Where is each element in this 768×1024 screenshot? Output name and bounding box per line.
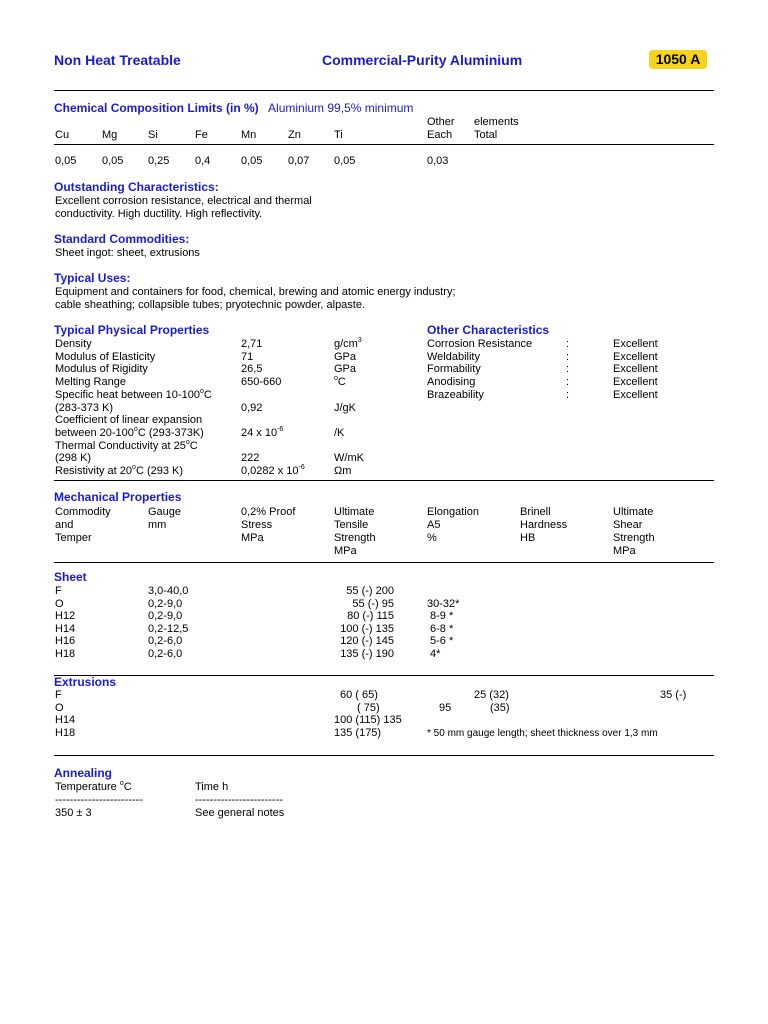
property-label-tail: C [203,389,212,401]
degree-symbol: o [199,388,204,395]
property-label-tail: C [189,440,198,452]
gauge-footnote: * 50 mm gauge length; sheet thickness over 1,3 mm [427,728,658,739]
mechanical-header: Ultimate [613,506,654,518]
extrusion-temper: O [55,702,64,714]
extrusion-hardness: 25 (32) [474,689,509,701]
mechanical-header: Hardness [520,519,568,531]
mechanical-header: Elongation [427,506,479,518]
characteristic-value: Excellent [613,389,658,401]
alloy-name: Commercial-Purity Aluminium [322,52,523,68]
uses-line: Equipment and containers for food, chemical, brewing and atomic energy industry; [55,286,456,298]
characteristic-label: Anodising [427,376,476,388]
mechanical-header: HB [520,532,536,544]
sheet-tensile: 135 (-) 190 [340,648,394,660]
physical-property-label [55,414,202,427]
mechanical-header: MPa [241,532,264,544]
mechanical-header: Gauge [148,506,182,518]
degree-symbol: o [185,439,190,446]
property-label-text: Density [55,338,92,350]
outstanding-title: Outstanding Characteristics: [54,180,219,194]
sheet-temper: O [55,598,64,610]
sheet-elongation: 6-8 * [430,623,454,635]
mechanical-header: 0,2% Proof [241,506,296,518]
sheet-elongation: 4* [430,648,441,660]
physical-property-value [241,427,283,440]
extrusion-tensile: 100 (115) 135 [334,714,402,726]
composition-value: 0,05 [55,155,77,167]
characteristic-separator: : [566,389,570,401]
commodities-line: Sheet ingot: sheet, extrusions [55,247,200,259]
annealing-dashes: ------------------------ [55,794,143,806]
mechanical-header: Strength [613,532,655,544]
physical-property-value [241,402,262,415]
property-label-text: (298 K) [55,452,92,464]
sheet-gauge: 0,2-6,0 [148,635,183,647]
sheet-tensile: 55 (-) 95 [352,598,394,610]
mechanical-header: Tensile [334,519,369,531]
sheet-tensile: 120 (-) 145 [340,635,394,647]
annealing-time-value: See general notes [195,807,285,819]
mechanical-header: mm [148,519,167,531]
physical-property-label [55,338,92,351]
composition-col-header: Total [474,129,498,141]
composition-col-header: Cu [55,129,70,141]
property-unit-text: Ωm [334,465,352,477]
extrusion-temper: H14 [55,714,76,726]
physical-property-label [55,376,126,389]
composition-value: 0,05 [241,155,263,167]
characteristic-value: Excellent [613,363,658,375]
annealing-temp-unit: C [123,781,132,793]
composition-value: 0,4 [195,155,211,167]
sheet-temper: H14 [55,623,76,635]
mechanical-header: Stress [241,519,273,531]
characteristic-value: Excellent [613,351,658,363]
sheet-gauge: 0,2-9,0 [148,598,183,610]
property-label-text: Resistivity at 20 [55,465,133,477]
sheet-gauge: 0,2-6,0 [148,648,183,660]
property-label-text: between 20-100 [55,427,134,439]
characteristic-separator: : [566,351,570,363]
physical-property-value [241,376,281,389]
extrusions-title: Extrusions [54,675,117,689]
annealing-title: Annealing [54,766,113,780]
property-label-text: Specific heat between 10-100 [55,389,200,401]
composition-title: Chemical Composition Limits (in %) [54,101,259,115]
composition-col-header: Si [148,129,158,141]
annealing-temp-label: Temperature [55,781,120,793]
other-chars-title: Other Characteristics [427,323,550,337]
property-label-tail: C (293-373K) [137,427,204,439]
exponent: 3 [357,337,362,344]
physical-property-label [55,465,183,478]
sheet-tensile: 100 (-) 135 [340,623,394,635]
property-value-text: 0,92 [241,402,263,414]
composition-col-header: Fe [195,129,208,141]
sheet-gauge: 3,0-40,0 [148,585,189,597]
composition-value: 0,07 [288,155,310,167]
mechanical-header: A5 [427,519,441,531]
outstanding-line: Excellent corrosion resistance, electrical and thermal [55,195,312,207]
alloy-category: Non Heat Treatable [54,52,181,68]
mechanical-divider [54,562,714,563]
property-label-text: Thermal Conductivity at 25 [55,440,186,452]
property-unit-text: /K [334,427,345,439]
physical-property-unit [334,402,356,415]
property-value-text: 2,71 [241,338,263,350]
composition-value: 0,03 [427,155,449,167]
mechanical-header: and [55,519,74,531]
characteristic-label: Weldability [427,351,480,363]
annealing-temp-value: 350 ± 3 [55,807,92,819]
exponent: -6 [298,464,305,471]
property-label-text: Melting Range [55,376,126,388]
header-divider [54,90,714,91]
composition-value: 0,05 [102,155,124,167]
mechanical-title: Mechanical Properties [54,490,182,504]
composition-value: 0,25 [148,155,170,167]
property-value-text: 650-660 [241,376,282,388]
property-label-text: Coefficient of linear expansion [55,414,203,426]
degree-symbol: o [119,780,124,787]
extrusion-tensile: 135 (175) [334,727,382,739]
mechanical-header: % [427,532,437,544]
characteristic-label: Formability [427,363,481,375]
extrusions-bottom-divider [54,755,714,756]
alloy-designation-badge: 1050 A [649,50,707,69]
mechanical-header: MPa [613,545,636,557]
property-label-text: Modulus of Elasticity [55,351,156,363]
property-label-text: (283-373 K) [55,402,114,414]
composition-col-header: Mg [102,129,118,141]
extrusion-tensile: 60 ( 65) [340,689,378,701]
degree-symbol: o [133,426,138,433]
property-unit-text: GPa [334,351,357,363]
property-value-text: 26,5 [241,363,263,375]
property-unit-text: J/gK [334,402,357,414]
physical-divider [54,480,714,481]
physical-property-label [55,389,212,402]
physical-property-unit [334,427,344,440]
characteristic-separator: : [566,338,570,350]
mechanical-header: Strength [334,532,376,544]
composition-value: 0,05 [334,155,356,167]
sheet-gauge: 0,2-12,5 [148,623,189,635]
property-unit-text: C [337,376,346,388]
physical-property-value [241,363,262,376]
sheet-temper: F [55,585,62,597]
property-unit-text: g/cm [334,338,358,350]
sheet-title: Sheet [54,570,87,584]
physical-property-value [241,338,262,351]
physical-property-label [55,363,148,376]
property-unit-text: GPa [334,363,357,375]
physical-property-unit [334,376,346,389]
outstanding-line: conductivity. High ductility. High reflectivity. [55,208,263,220]
property-value-text: 222 [241,452,260,464]
extrusions-divider [54,675,714,676]
mechanical-header: Temper [55,532,92,544]
characteristic-separator: : [566,363,570,375]
composition-elements-label: elements [474,116,519,128]
physical-property-unit [334,465,351,478]
sheet-tensile: 80 (-) 115 [347,610,394,622]
sheet-temper: H18 [55,648,76,660]
annealing-time-header: Time h [195,781,229,793]
sheet-gauge: 0,2-9,0 [148,610,183,622]
property-value-text: 24 x 10 [241,427,278,439]
composition-col-header: Zn [288,129,301,141]
physical-property-unit [334,338,362,351]
physical-property-value [241,452,259,465]
composition-subtitle: Aluminium 99,5% minimum [268,101,414,115]
uses-title: Typical Uses: [54,271,131,285]
extrusion-temper: F [55,689,62,701]
composition-divider [54,144,714,145]
annealing-temp-header [55,781,132,794]
characteristic-value: Excellent [613,376,658,388]
degree-symbol: o [334,375,338,382]
extrusion-temper: H18 [55,727,76,739]
extrusion-tensile: ( 75) [357,702,380,714]
property-value-text: 0,0282 x 10 [241,465,299,477]
sheet-temper: H12 [55,610,76,622]
property-label-text: Modulus of Rigidity [55,363,148,375]
characteristic-label: Brazeability [427,389,484,401]
degree-symbol: o [132,464,136,471]
sheet-elongation: 8-9 * [430,610,454,622]
composition-col-header: Mn [241,129,257,141]
physical-property-label [55,427,204,440]
mechanical-header: MPa [334,545,357,557]
extrusion-elongation: 95 [439,702,452,714]
property-label-tail: C (293 K) [135,465,184,477]
exponent: -6 [277,426,284,433]
sheet-elongation: 5-6 * [430,635,454,647]
mechanical-header: Ultimate [334,506,375,518]
mechanical-header: Commodity [55,506,111,518]
composition-other-label: Other [427,116,455,128]
characteristic-value: Excellent [613,338,658,350]
physical-property-value [241,465,305,478]
mechanical-header: Shear [613,519,643,531]
property-unit-text: W/mK [334,452,364,464]
commodities-title: Standard Commodities: [54,232,190,246]
mechanical-header: Brinell [520,506,551,518]
extrusion-shear: 35 (-) [660,689,687,701]
physical-property-label [55,452,91,465]
extrusion-hardness: (35) [490,702,510,714]
composition-col-header: Each [427,129,453,141]
sheet-temper: H16 [55,635,76,647]
composition-heading [54,101,413,115]
uses-line: cable sheathing; collapsible tubes; pryotechnic powder, alpaste. [55,299,366,311]
composition-col-header: Ti [334,129,343,141]
sheet-elongation: 30-32* [427,598,460,610]
physical-title: Typical Physical Properties [54,323,210,337]
sheet-tensile: 55 (-) 200 [346,585,394,597]
annealing-dashes: ------------------------ [195,794,283,806]
characteristic-separator: : [566,376,570,388]
property-value-text: 71 [241,351,254,363]
physical-property-unit [334,452,364,465]
characteristic-label: Corrosion Resistance [427,338,533,350]
